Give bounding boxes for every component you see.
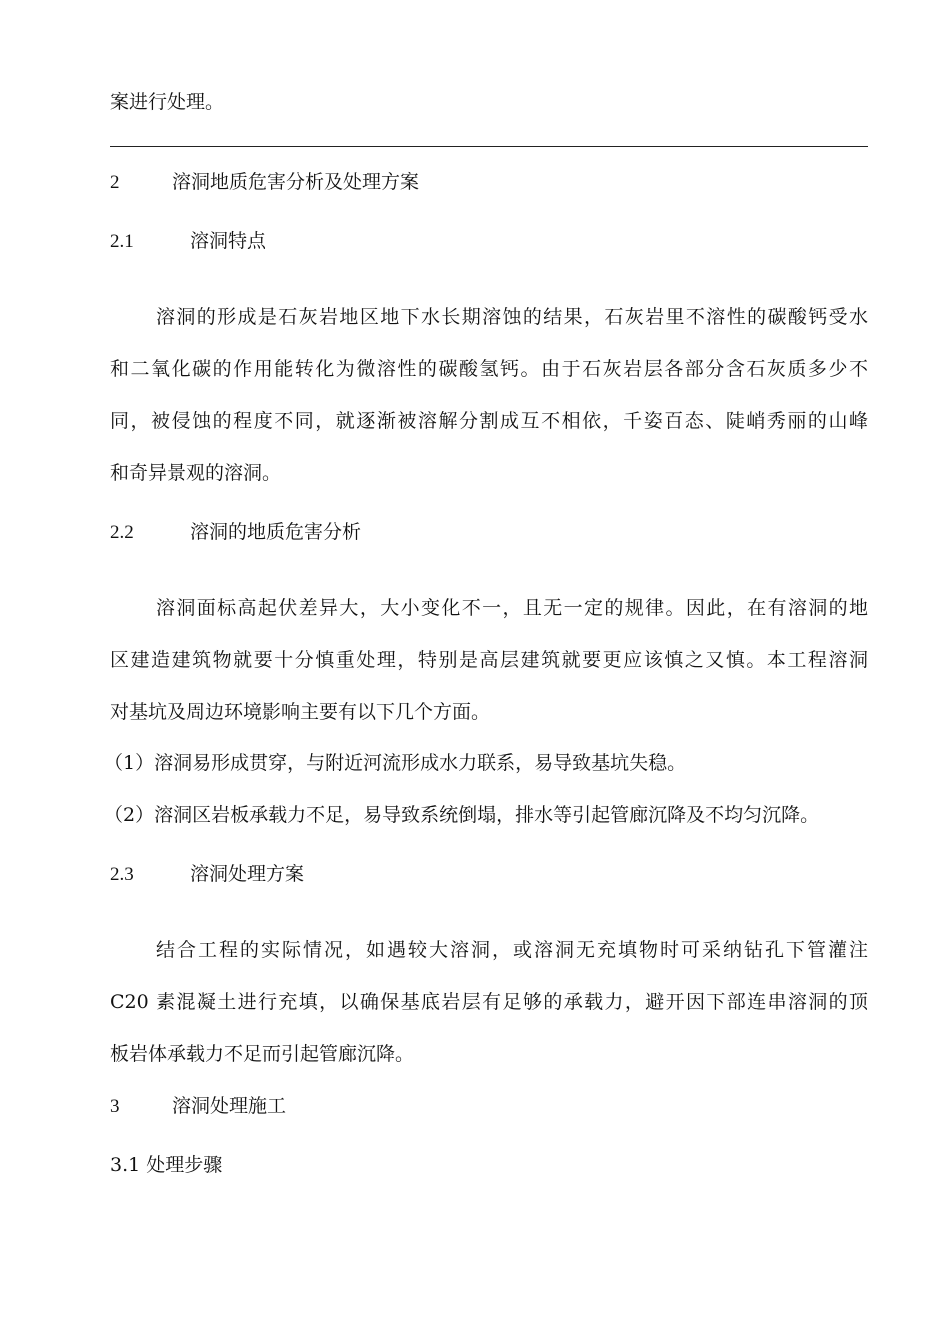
heading-section-2-1 bbox=[110, 229, 266, 254]
heading-number: 2 bbox=[110, 172, 120, 193]
paragraph-line: 溶洞的形成是石灰岩地区地下水长期溶蚀的结果，石灰岩里不溶性的碳酸钙受水 bbox=[156, 306, 868, 328]
continued-text-line: 案进行处理。 bbox=[110, 91, 225, 113]
heading-title: 溶洞的地质危害分析 bbox=[190, 521, 362, 543]
heading-title: 溶洞地质危害分析及处理方案 bbox=[172, 171, 420, 193]
heading-title: 溶洞特点 bbox=[190, 230, 267, 252]
heading-number: 2.2 bbox=[110, 522, 134, 543]
heading-section-2 bbox=[110, 170, 419, 195]
paragraph-line: 和奇异景观的溶洞。 bbox=[110, 462, 282, 484]
heading-number: 2.3 bbox=[110, 864, 134, 885]
paragraph-line: 板岩体承载力不足而引起管廊沉降。 bbox=[110, 1043, 415, 1065]
list-item-2: （2）溶洞区岩板承载力不足，易导致系统倒塌，排水等引起管廊沉降及不均匀沉降。 bbox=[104, 804, 820, 826]
paragraph-line: 同，被侵蚀的程度不同，就逐渐被溶解分割成互不相依，千姿百态、陡峭秀丽的山峰 bbox=[110, 410, 868, 432]
paragraph-line: 和二氧化碳的作用能转化为微溶性的碳酸氢钙。由于石灰岩层各部分含石灰质多少不 bbox=[110, 358, 868, 380]
heading-section-2-2 bbox=[110, 520, 361, 545]
paragraph-line: 对基坑及周边环境影响主要有以下几个方面。 bbox=[110, 701, 491, 723]
heading-number: 3 bbox=[110, 1096, 120, 1117]
heading-section-3-1: 3.1 处理步骤 bbox=[110, 1154, 223, 1176]
heading-title: 溶洞处理施工 bbox=[172, 1095, 287, 1117]
list-item-1: （1）溶洞易形成贯穿，与附近河流形成水力联系，易导致基坑失稳。 bbox=[104, 752, 687, 774]
horizontal-divider bbox=[110, 146, 868, 147]
paragraph-line: 区建造建筑物就要十分慎重处理，特别是高层建筑就要更应该慎之又慎。本工程溶洞 bbox=[110, 649, 868, 671]
heading-number: 2.1 bbox=[110, 231, 134, 252]
paragraph-line: 溶洞面标高起伏差异大，大小变化不一，且无一定的规律。因此，在有溶洞的地 bbox=[156, 597, 868, 619]
paragraph-line: C20 素混凝土进行充填，以确保基底岩层有足够的承载力，避开因下部连串溶洞的顶 bbox=[110, 991, 868, 1013]
heading-section-2-3 bbox=[110, 862, 304, 887]
heading-section-3 bbox=[110, 1094, 286, 1119]
heading-title: 溶洞处理方案 bbox=[190, 863, 305, 885]
paragraph-line: 结合工程的实际情况，如遇较大溶洞，或溶洞无充填物时可采纳钻孔下管灌注 bbox=[156, 939, 868, 961]
